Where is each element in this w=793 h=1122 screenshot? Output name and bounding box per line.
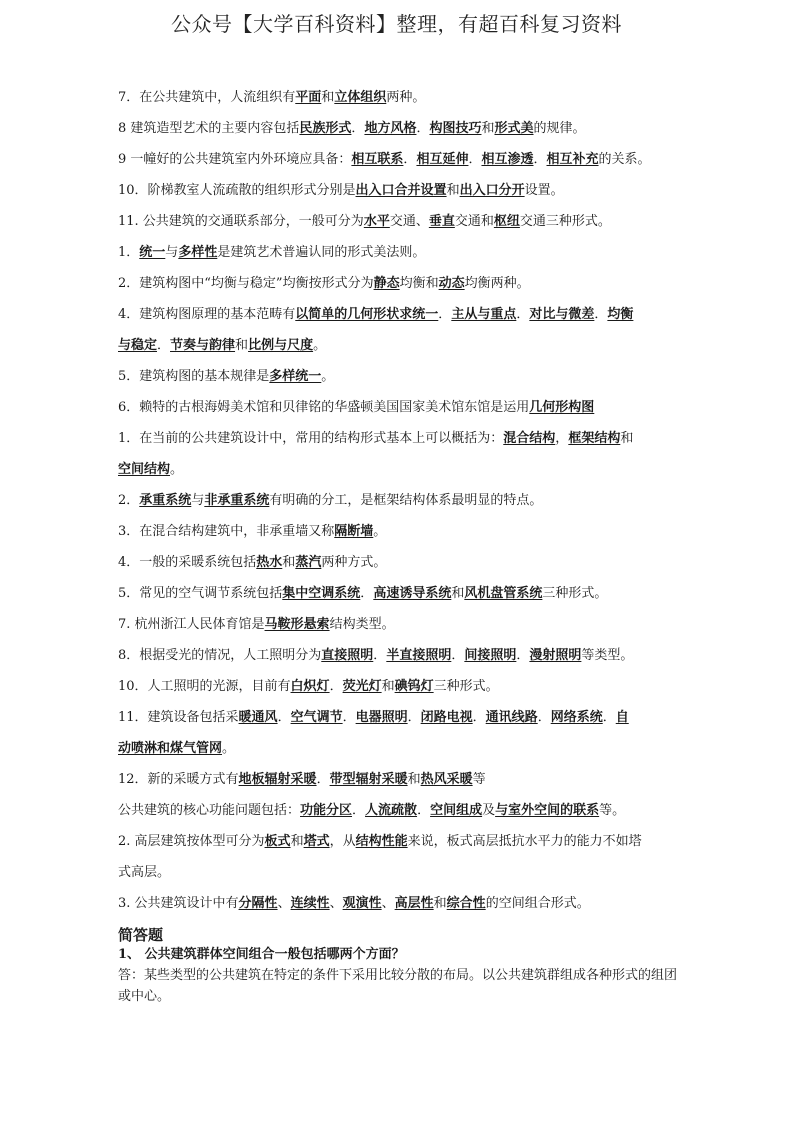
line-text: 及	[482, 803, 496, 818]
text-line	[118, 458, 678, 489]
answer-term: 非承重系统	[204, 493, 270, 508]
line-text: 和	[235, 338, 249, 353]
line-text: ．	[537, 710, 551, 725]
line-text: 等。	[599, 803, 626, 818]
answer-term: 热风采暖	[420, 772, 473, 787]
answer-term: 空间组成	[430, 803, 483, 818]
line-text: 11. 公共建筑的交通联系部分，一般可分为	[118, 214, 364, 229]
line-text: 3. 公共建筑设计中有	[118, 896, 239, 911]
line-text: 1．	[118, 245, 140, 260]
answer-term: 带型辐射采暖	[329, 772, 408, 787]
text-line	[118, 799, 678, 830]
text-line	[118, 892, 678, 923]
line-text: ，从	[329, 834, 356, 849]
answer-term: 结构性能	[355, 834, 408, 849]
text-line	[118, 86, 678, 117]
answer-term: 承重系统	[139, 493, 192, 508]
text-line	[118, 613, 678, 644]
line-text: ．	[417, 803, 431, 818]
answer-term: 出入口合并设置	[355, 183, 447, 198]
answer-term: 与稳定	[118, 338, 158, 353]
line-text: 8 建筑造型艺术的主要内容包括	[118, 121, 300, 136]
text-line	[118, 117, 678, 148]
line-text: 与	[191, 493, 205, 508]
text-line	[118, 210, 678, 241]
line-text: 4．建筑构图原理的基本范畴有	[118, 307, 296, 322]
line-text: 式高层。	[118, 865, 171, 880]
line-text: 有明确的分工，是框架结构体系最明显的特点。	[269, 493, 543, 508]
answer-text: 答：某些类型的公共建筑在特定的条件下采用比较分散的布局。以公共建筑群组成各种形式的组团或中心。	[118, 968, 678, 1004]
line-text: 。	[373, 524, 387, 539]
line-text: 设置。	[524, 183, 564, 198]
answer-term: 高层性	[394, 896, 434, 911]
line-text: 两种。	[386, 90, 426, 105]
line-text: ．	[352, 803, 366, 818]
answer-term: 立体组织	[334, 90, 387, 105]
answer-term: 分隔性	[238, 896, 278, 911]
answer-term: 蒸汽	[295, 555, 322, 570]
answer-term: 相互延伸	[416, 152, 469, 167]
line-text: 。	[321, 369, 335, 384]
answer-term: 节奏与韵律	[170, 338, 236, 353]
question-title: 1、 公共建筑群体空间组合一般包括哪两个方面？	[118, 947, 405, 962]
fill-in-answers	[118, 86, 678, 923]
line-text: 与	[165, 245, 179, 260]
answer-term: 水平	[363, 214, 390, 229]
line-text: 是建筑艺术普遍认同的形式美法则。	[217, 245, 426, 260]
line-text: 和	[620, 431, 634, 446]
line-text: ．	[472, 710, 486, 725]
line-text: ．	[438, 307, 452, 322]
line-text: 和	[433, 896, 447, 911]
answer-term: 半直接照明	[386, 648, 452, 663]
line-text: 的空间组合形式。	[485, 896, 590, 911]
answer-term: 多样统一	[269, 369, 322, 384]
line-text: ．	[342, 710, 356, 725]
text-line	[118, 303, 678, 334]
answer-term: 隔断墙	[334, 524, 374, 539]
answer-term: 相互补充	[546, 152, 599, 167]
line-text: ．	[533, 152, 547, 167]
text-line	[118, 675, 678, 706]
line-text: 7. 杭州浙江人民体育馆是	[118, 617, 265, 632]
text-line	[118, 706, 678, 737]
answer-term: 主从与重点	[451, 307, 517, 322]
line-text: 和	[407, 772, 421, 787]
line-text: 和	[321, 90, 335, 105]
text-line	[118, 861, 678, 892]
line-text: ．	[360, 586, 374, 601]
text-line	[118, 582, 678, 613]
answer-term: 统一	[139, 245, 166, 260]
answer-term: 框架结构	[568, 431, 621, 446]
text-line	[118, 241, 678, 272]
answer-term: 静态	[373, 276, 400, 291]
line-text: ，	[555, 431, 569, 446]
answer-term: 枢纽	[493, 214, 520, 229]
line-text: 结构类型。	[329, 617, 395, 632]
text-line	[118, 520, 678, 551]
line-text: ．	[157, 338, 171, 353]
line-text: 交通三种形式。	[519, 214, 611, 229]
line-text: ．	[602, 710, 616, 725]
answer-term: 几何形构图	[529, 400, 595, 415]
text-line	[118, 148, 678, 179]
line-text: 2．建筑构图中“均衡与稳定”均衡按形式分为	[118, 276, 374, 291]
text-line	[118, 768, 678, 799]
answer-term: 直接照明	[321, 648, 374, 663]
line-text: ．	[516, 648, 530, 663]
text-line	[118, 396, 678, 427]
line-text: ．	[351, 121, 365, 136]
answer-term: 地板辐射采暖	[238, 772, 317, 787]
line-text: 公共建筑的核心功能问题包括：	[118, 803, 301, 818]
section-title: 简答题	[118, 926, 164, 944]
answer-term: 人流疏散	[365, 803, 418, 818]
answer-term: 动态	[438, 276, 465, 291]
line-text: 7．在公共建筑中，人流组织有	[118, 90, 296, 105]
line-text: 和	[451, 586, 465, 601]
line-text: 两种方式。	[321, 555, 387, 570]
line-text: ．	[373, 648, 387, 663]
line-text: 三种形式。	[433, 679, 499, 694]
line-text: 12．新的采暖方式有	[118, 772, 239, 787]
answer-term: 出入口分开	[459, 183, 525, 198]
line-text: 和	[282, 555, 296, 570]
line-text: 6．赖特的古根海姆美术馆和贝律铭的华盛顿美国国家美术馆东馆是运用	[118, 400, 530, 415]
answer-term: 多样性	[178, 245, 218, 260]
answer-term: 地方风格	[364, 121, 417, 136]
answer-term: 构图技巧	[429, 121, 482, 136]
answer-term: 与室外空间的联系	[495, 803, 600, 818]
line-text: 1．在当前的公共建筑设计中，常用的结构形式基本上可以概括为：	[118, 431, 504, 446]
answer-term: 连续性	[290, 896, 330, 911]
answer-term: 对比与微差	[529, 307, 595, 322]
line-text: 、	[381, 896, 395, 911]
line-text: ．	[416, 121, 430, 136]
answer-term: 白炽灯	[290, 679, 330, 694]
line-text: ．	[468, 152, 482, 167]
text-line	[118, 334, 678, 365]
line-text: ．	[594, 307, 608, 322]
line-text: 等	[472, 772, 486, 787]
answer-term: 功能分区	[300, 803, 353, 818]
answer-term: 平面	[295, 90, 322, 105]
text-line	[118, 272, 678, 303]
line-text: 10．阶梯教室人流疏散的组织形式分别是	[118, 183, 356, 198]
line-text: 交通和	[454, 214, 494, 229]
line-text: ．	[277, 710, 291, 725]
answer-term: 空气调节	[290, 710, 343, 725]
line-text: 和	[481, 121, 495, 136]
page-header: 公众号【大学百科资料】整理，有超百科复习资料	[171, 12, 622, 36]
answer-term: 碘钨灯	[394, 679, 434, 694]
answer-term: 网络系统	[550, 710, 603, 725]
answer-term: 集中空调系统	[282, 586, 361, 601]
answer-term: 荧光灯	[342, 679, 382, 694]
text-line	[118, 830, 678, 861]
answer-term: 暖通风	[238, 710, 278, 725]
line-text: 交通、	[389, 214, 429, 229]
answer-term: 马鞍形悬索	[264, 617, 330, 632]
text-line	[118, 427, 678, 458]
line-text: 。	[222, 741, 236, 756]
line-text: 8．根据受光的情况，人工照明分为	[118, 648, 322, 663]
line-text: ．	[329, 679, 343, 694]
line-text: ．	[403, 152, 417, 167]
line-text: 均衡两种。	[464, 276, 530, 291]
answer-term: 自	[615, 710, 629, 725]
line-text: 。	[170, 462, 184, 477]
text-line	[118, 551, 678, 582]
answer-term: 垂直	[428, 214, 455, 229]
answer-term: 以简单的几何形状求统一	[295, 307, 439, 322]
answer-term: 电器照明	[355, 710, 408, 725]
line-text: 和	[446, 183, 460, 198]
line-text: 的关系。	[598, 152, 651, 167]
answer-term: 闭路电视	[420, 710, 473, 725]
line-text: 5．建筑构图的基本规律是	[118, 369, 270, 384]
answer-term: 高速诱导系统	[373, 586, 452, 601]
answer-term: 观演性	[342, 896, 382, 911]
line-text: 、	[277, 896, 291, 911]
answer-term: 民族形式	[299, 121, 352, 136]
line-text: 、	[329, 896, 343, 911]
text-line	[118, 489, 678, 520]
answer-term: 混合结构	[503, 431, 556, 446]
answer-term: 风机盘管系统	[464, 586, 543, 601]
answer-term: 板式	[264, 834, 291, 849]
answer-term: 漫射照明	[529, 648, 582, 663]
answer-term: 相互渗透	[481, 152, 534, 167]
line-text: 11．建筑设备包括采	[118, 710, 239, 725]
answer-term: 形式美	[494, 121, 534, 136]
answer-term: 均衡	[607, 307, 634, 322]
answer-term: 热水	[256, 555, 283, 570]
line-text: 等类型。	[581, 648, 634, 663]
answer-term: 综合性	[446, 896, 486, 911]
answer-term: 动喷淋和煤气管网	[118, 741, 223, 756]
answer-term: 比例与尺度	[248, 338, 314, 353]
answer-term: 通讯线路	[485, 710, 538, 725]
answer-term: 塔式	[303, 834, 330, 849]
line-text: ．	[316, 772, 330, 787]
text-line	[118, 179, 678, 210]
line-text: ．	[451, 648, 465, 663]
line-text: 和	[381, 679, 395, 694]
line-text: 5．常见的空气调节系统包括	[118, 586, 283, 601]
answer-term: 相互联系	[351, 152, 404, 167]
line-text: 9 一幢好的公共建筑室内外环境应具备：	[118, 152, 352, 167]
text-line	[118, 365, 678, 396]
line-text: 2．	[118, 493, 140, 508]
text-line	[118, 644, 678, 675]
line-text: ．	[516, 307, 530, 322]
answer-term: 空间结构	[118, 462, 171, 477]
document-body	[118, 86, 678, 1007]
line-text: 。	[313, 338, 327, 353]
text-line	[118, 737, 678, 768]
line-text: ．	[407, 710, 421, 725]
line-text: 和	[290, 834, 304, 849]
line-text: 来说，板式高层抵抗水平力的能力不如塔	[407, 834, 642, 849]
line-text: 均衡和	[399, 276, 439, 291]
line-text: 3．在混合结构建筑中，非承重墙又称	[118, 524, 335, 539]
line-text: 的规律。	[533, 121, 586, 136]
answer-term: 间接照明	[464, 648, 517, 663]
line-text: 10．人工照明的光源，目前有	[118, 679, 291, 694]
line-text: 4．一般的采暖系统包括	[118, 555, 257, 570]
line-text: 2. 高层建筑按体型可分为	[118, 834, 265, 849]
line-text: 三种形式。	[542, 586, 608, 601]
